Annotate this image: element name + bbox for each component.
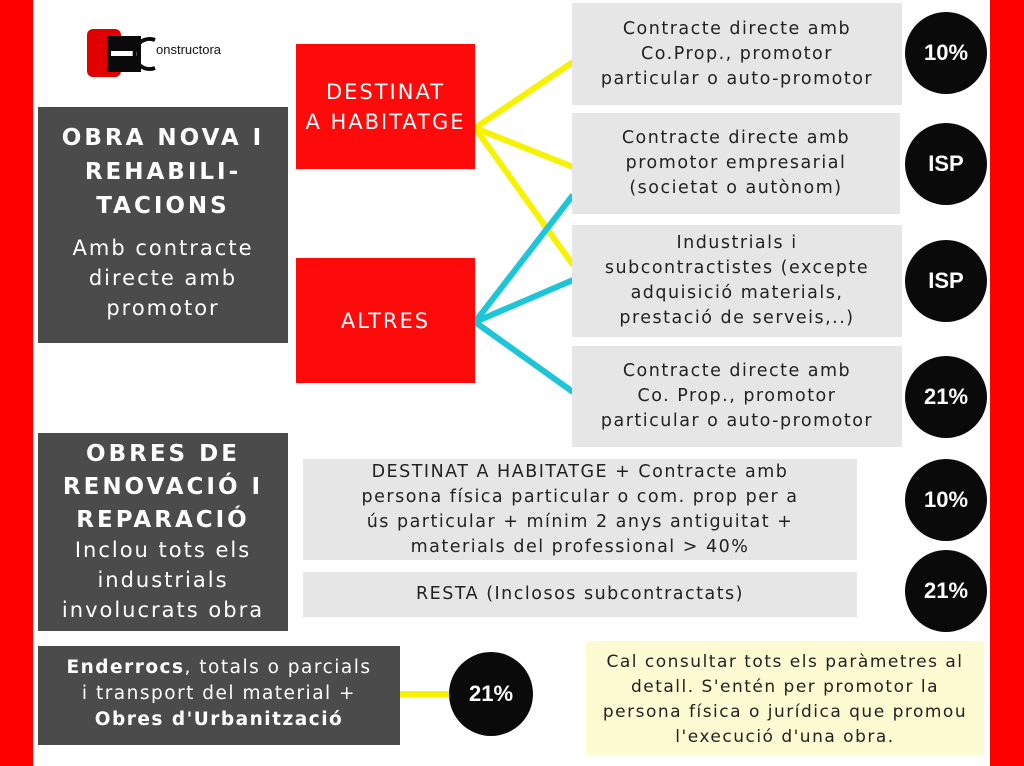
renovacio-box [38,433,288,631]
rate-circle-case1: 10% [905,12,987,94]
line-destinat-case1 [475,62,573,128]
renov-case-box-1: DESTINAT A HABITATGE + Contracte amb persona física particular o com. prop per a ús particular + mínim 2 anys antiguitat + materials del professional > 40% [303,459,857,560]
altres-box: ALTRES [296,258,475,383]
rate-circle-renov2: 21% [905,550,987,632]
renovacio-title: OBRES DE RENOVACIÓ I REPARACIÓ [62,441,264,533]
rate-circle-enderrocs: 21% [449,652,533,736]
case-box-1: Contracte directe amb Co.Prop., promotor particular o auto-promotor [572,3,902,105]
rate-circle-case3: ISP [905,240,987,322]
enderrocs-line2: i transport del material + [81,683,357,704]
rate-circle-case2: ISP [905,123,987,205]
case-box-3: Industrials i subcontractistes (excepte adquisició materials, prestació de serveis,..) [572,225,902,337]
case-box-2: Contracte directe amb promotor empresarial (societat o autònom) [572,113,900,214]
obra-nova-title: OBRA NOVA I REHABILI- TACIONS [61,125,265,219]
case-box-4: Contracte directe amb Co. Prop., promotor particular o auto-promotor [572,346,902,447]
enderrocs-bold2: Obres d'Urbanització [94,709,344,730]
rate-circle-case4: 21% [905,356,987,438]
obra-nova-box [38,107,288,343]
enderrocs-part1: , totals o parcials [184,657,372,678]
renov-case-box-2: RESTA (Inclosos subcontractats) [303,572,857,617]
renovacio-subtitle: Inclou tots els industrials involucrats obra [61,538,265,622]
enderrocs-line3 [38,707,400,733]
infographic-canvas [33,0,990,766]
enderrocs-line1 [38,655,400,681]
line-altres-case4 [475,322,573,392]
destinat-habitatge-box: DESTINAT A HABITATGE [296,44,475,169]
rate-circle-renov1: 10% [905,459,987,541]
company-logo [87,26,237,80]
note-box: Cal consultar tots els paràmetres al detall. S'entén per promotor la persona física o jurídica que promou l'execució d'una obra. [586,641,984,755]
logo-text: onstructora [156,42,222,57]
enderrocs-bold1: Enderrocs [66,657,185,678]
obra-nova-subtitle: Amb contracte directe amb promotor [72,236,254,320]
enderrocs-box [38,646,400,745]
logo-mark-icon [87,26,157,80]
